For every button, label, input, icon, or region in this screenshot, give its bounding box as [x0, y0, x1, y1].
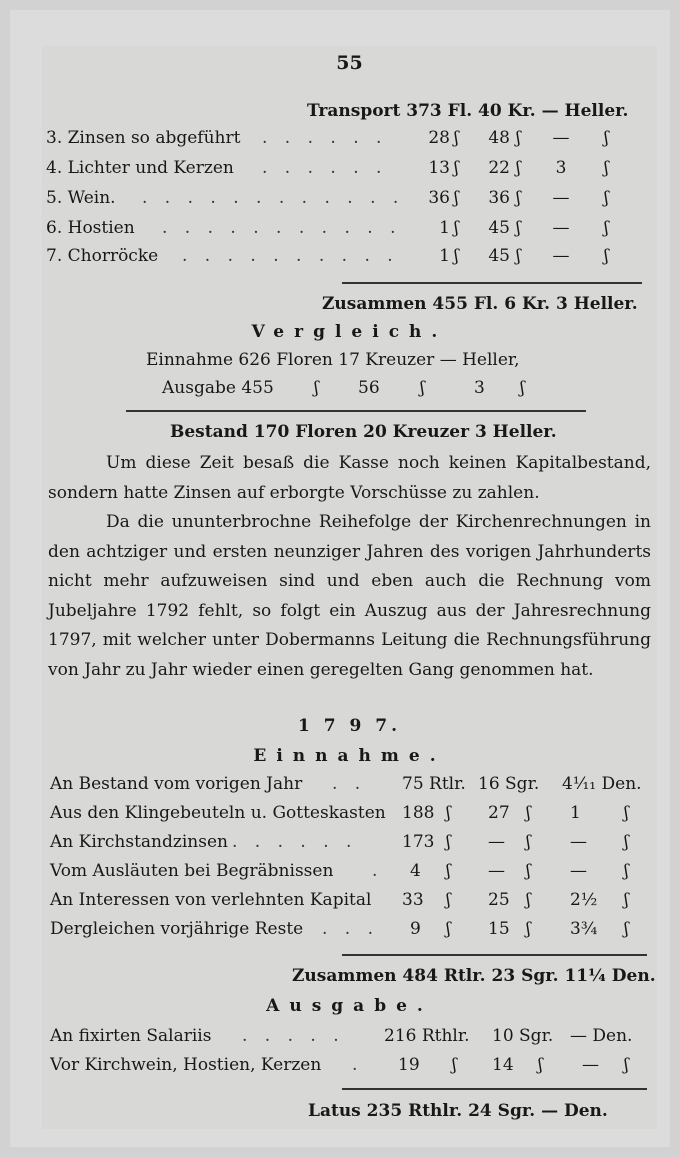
expense-kr: 45 — [488, 246, 510, 266]
transport-line: Transport 373 Fl. 40 Kr. — Heller. — [307, 101, 629, 121]
ditto-mark: ʃ — [446, 861, 451, 881]
ditto-mark: ʃ — [516, 218, 521, 238]
ditto-mark: ʃ — [452, 1055, 457, 1075]
ditto-mark: ʃ — [526, 861, 531, 881]
leader-dots: . . — [332, 774, 367, 794]
income-c: 2½ — [570, 890, 598, 910]
ausgabe-heading: Ausgabe. — [266, 996, 433, 1016]
ditto-mark: ʃ — [526, 890, 531, 910]
leader-dots: . . . — [322, 919, 380, 939]
ditto-mark: ʃ — [516, 158, 521, 178]
expense-kr: 22 — [488, 158, 510, 178]
expense-h: — — [552, 188, 570, 208]
expense-label: 3. Zinsen so abgeführt — [46, 128, 241, 148]
income-c: 1 — [570, 803, 581, 823]
ditto-mark: ʃ — [604, 158, 609, 178]
expense-fl: 1 — [439, 218, 450, 238]
ditto-mark: ʃ — [526, 919, 531, 939]
year-heading: 1 7 9 7. — [298, 716, 401, 736]
ditto-mark: ʃ — [526, 803, 531, 823]
expense-h: — — [552, 218, 570, 238]
outgo-c: — — [582, 1055, 599, 1075]
income-a: 4 — [410, 861, 421, 881]
outgo-a: 216 Rthlr. — [384, 1026, 470, 1046]
ditto-mark: ʃ — [520, 378, 525, 398]
paragraph: Da die ununterbrochne Reihefolge der Kirchenrechnungen in den achtziger und ersten neunziger Jahren des vorigen Jahrhunderts nicht mehr aufzuweisen sind und eben auch die Rechnung vom Jubeljahre 1792 fehlt, so folgt ein Auszug aus der Jahresrechnung 1797, mit welcher unter Dobermanns Leitung die Rechnungsführung von Jahr zu Jahr wieder einen geregelten Gang genommen hat. — [48, 512, 651, 680]
income-label: Dergleichen vorjährige Reste — [50, 919, 304, 939]
total-fl: Zusammen 455 Fl. 6 Kr. 3 Heller. — [322, 294, 638, 314]
ditto-mark: ʃ — [604, 128, 609, 148]
income-label: An Kirchstandzinsen — [50, 832, 228, 852]
income-b: 15 — [488, 919, 510, 939]
ditto-mark: ʃ — [538, 1055, 543, 1075]
income-b: 16 Sgr. — [478, 774, 540, 794]
ditto-mark: ʃ — [446, 919, 451, 939]
ditto-mark: ʃ — [624, 803, 629, 823]
income-label: An Bestand vom vorigen Jahr — [50, 774, 303, 794]
ditto-mark: ʃ — [604, 246, 609, 266]
income-a: 9 — [410, 919, 421, 939]
income-a: 75 Rtlr. — [402, 774, 466, 794]
leader-dots: . — [352, 1055, 364, 1075]
ditto-mark: ʃ — [454, 128, 459, 148]
leader-dots: . . . . . . — [232, 832, 358, 852]
ditto-mark: ʃ — [624, 1055, 629, 1075]
paragraph: Um diese Zeit besaß die Kasse noch keinen Kapitalbestand, sondern hatte Zinsen auf erborgte Vorschüsse zu zahlen. — [48, 453, 651, 503]
ditto-mark: ʃ — [516, 246, 521, 266]
ditto-mark: ʃ — [624, 919, 629, 939]
ditto-mark: ʃ — [420, 378, 425, 398]
income-label: Aus den Klingebeuteln u. Gotteskasten — [50, 803, 386, 823]
ausgabe-label: Ausgabe 455 — [162, 378, 274, 398]
ausgabe-kr: 56 — [358, 378, 380, 398]
expense-label: 6. Hostien — [46, 218, 135, 238]
expense-label: 5. Wein. — [46, 188, 116, 208]
sum-rule — [342, 1088, 647, 1090]
income-c: 4¹⁄₁₁ Den. — [562, 774, 642, 794]
income-label: Vom Ausläuten bei Begräbnissen — [50, 861, 334, 881]
outgo-b: 10 Sgr. — [492, 1026, 554, 1046]
ausgabe-h: 3 — [474, 378, 485, 398]
income-b: 27 — [488, 803, 510, 823]
ditto-mark: ʃ — [624, 861, 629, 881]
ditto-mark: ʃ — [454, 218, 459, 238]
leader-dots: . . . . . . . . . . . . — [142, 188, 405, 208]
ditto-mark: ʃ — [454, 246, 459, 266]
income-b: 25 — [488, 890, 510, 910]
expense-label: 7. Chorröcke — [46, 246, 159, 266]
expense-h: 3 — [555, 158, 567, 178]
expense-fl: 13 — [428, 158, 450, 178]
ditto-mark: ʃ — [446, 832, 451, 852]
leader-dots: . . . . . . — [262, 128, 388, 148]
leader-dots: . . . . . — [242, 1026, 345, 1046]
leader-dots: . . . . . . — [262, 158, 388, 178]
page-number: 55 — [336, 52, 363, 74]
outgo-b: 14 — [492, 1055, 514, 1075]
ditto-mark: ʃ — [454, 158, 459, 178]
expense-label: 4. Lichter und Kerzen — [46, 158, 234, 178]
expense-h: — — [552, 128, 570, 148]
ditto-mark: ʃ — [446, 890, 451, 910]
outgo-a: 19 — [398, 1055, 420, 1075]
income-b: — — [488, 832, 505, 852]
einnahme-heading: Einnahme. — [253, 746, 446, 766]
leader-dots: . . . . . . . . . . — [182, 246, 399, 266]
total-rtlr: Zusammen 484 Rtlr. 23 Sgr. 11¼ Den. — [292, 966, 656, 986]
leader-dots: . . . . . . . . . . . — [162, 218, 402, 238]
expense-fl: 1 — [439, 246, 450, 266]
expense-h: — — [552, 246, 570, 266]
expense-kr: 45 — [488, 218, 510, 238]
income-b: — — [488, 861, 505, 881]
income-a: 188 — [402, 803, 435, 823]
outgo-label: Vor Kirchwein, Hostien, Kerzen — [50, 1055, 322, 1075]
expense-fl: 28 — [428, 128, 450, 148]
ditto-mark: ʃ — [604, 188, 609, 208]
ditto-mark: ʃ — [604, 218, 609, 238]
leader-dots: . — [372, 861, 384, 881]
income-a: 33 — [402, 890, 424, 910]
outgo-c: — Den. — [570, 1026, 633, 1046]
latus-line: Latus 235 Rthlr. 24 Sgr. — Den. — [308, 1101, 608, 1121]
expense-kr: 36 — [488, 188, 510, 208]
bestand-line: Bestand 170 Floren 20 Kreuzer 3 Heller. — [170, 422, 557, 442]
ditto-mark: ʃ — [516, 188, 521, 208]
ditto-mark: ʃ — [446, 803, 451, 823]
expense-kr: 48 — [488, 128, 510, 148]
divider-rule — [126, 410, 586, 412]
ditto-mark: ʃ — [526, 832, 531, 852]
income-a: 173 — [402, 832, 435, 852]
ditto-mark: ʃ — [624, 832, 629, 852]
book-page — [42, 46, 657, 1129]
ditto-mark: ʃ — [454, 188, 459, 208]
scan-frame — [10, 10, 670, 1147]
outgo-label: An fixirten Salariis — [50, 1026, 212, 1046]
income-label: An Interessen von verlehnten Kapital — [50, 890, 372, 910]
vergleich-heading: Vergleich. — [251, 322, 448, 342]
ditto-mark: ʃ — [314, 378, 319, 398]
ditto-mark: ʃ — [516, 128, 521, 148]
sum-rule — [342, 954, 647, 956]
einnahme-line: Einnahme 626 Floren 17 Kreuzer — Heller, — [146, 350, 520, 370]
ditto-mark: ʃ — [624, 890, 629, 910]
income-c: — — [570, 861, 587, 881]
sum-rule — [342, 282, 642, 284]
expense-fl: 36 — [428, 188, 450, 208]
income-c: — — [570, 832, 587, 852]
income-c: 3¾ — [570, 919, 598, 939]
